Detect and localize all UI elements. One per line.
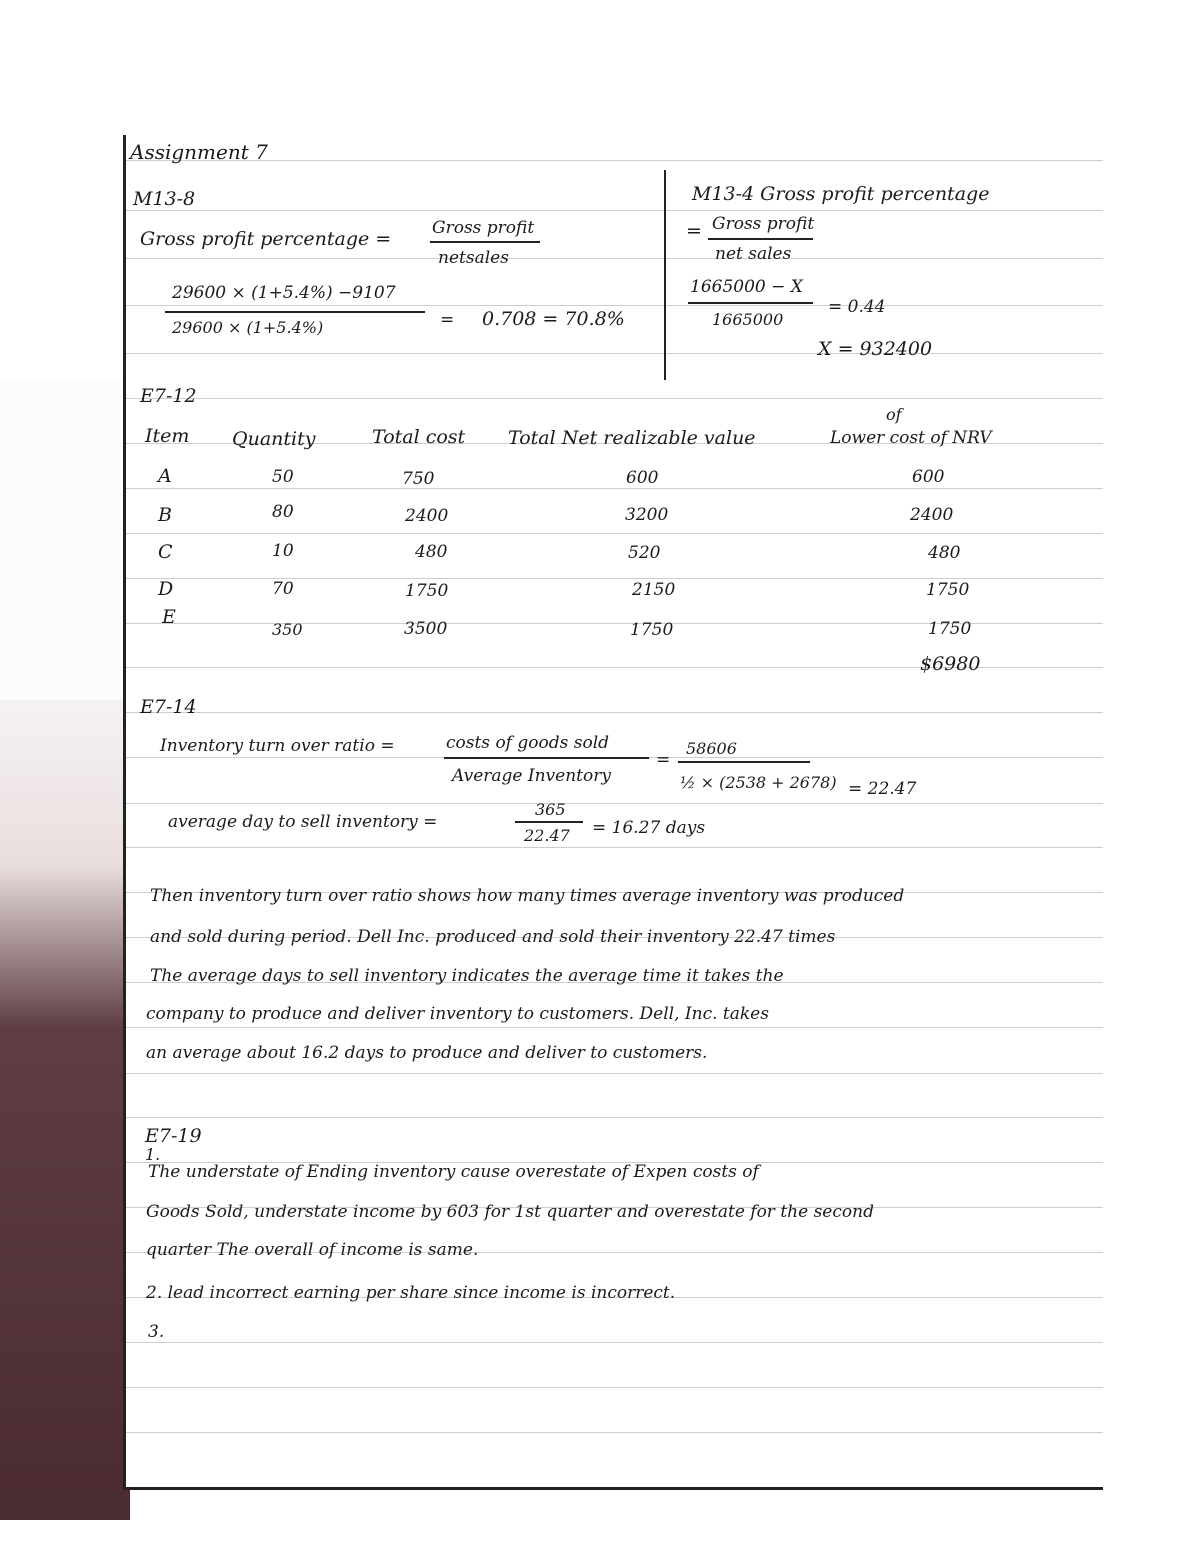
m13-4-fraction-bar: [708, 238, 813, 240]
turnover-ratio-label: Inventory turn over ratio =: [160, 736, 395, 756]
days-to-sell-label: average day to sell inventory =: [168, 812, 438, 832]
m13-8-calc-numerator: 29600 × (1+5.4%) −9107: [172, 283, 396, 303]
table-cell: 1750: [928, 619, 972, 639]
column-divider: [664, 170, 666, 380]
table-cell: 80: [272, 502, 294, 522]
paragraph-line: The average days to sell inventory indicates the average time it takes the: [150, 966, 784, 986]
desk-background: [0, 700, 130, 1520]
table-cell: 350: [272, 620, 303, 639]
turnover-ratio-numerator: costs of goods sold: [446, 733, 610, 753]
table-cell: 1750: [926, 580, 970, 600]
table-cell: A: [158, 465, 172, 487]
e7-19-line: quarter The overall of income is same.: [146, 1240, 479, 1260]
e7-12-heading: E7-12: [140, 385, 197, 407]
e7-19-line: 2. lead incorrect earning per share since income is incorrect.: [146, 1283, 676, 1303]
table-cell: D: [158, 578, 174, 600]
table-cell: 520: [628, 543, 661, 563]
e7-19-line: 1.: [145, 1145, 161, 1164]
paragraph-line: company to produce and deliver inventory to customers. Dell, Inc. takes: [146, 1004, 769, 1024]
m13-8-calc-bar: [165, 311, 425, 313]
table-cell: 50: [272, 467, 294, 487]
m13-4-calc-denominator: 1665000: [712, 310, 784, 329]
m13-8-formula-label: Gross profit percentage =: [140, 228, 392, 250]
table-cell: 600: [912, 467, 945, 487]
m13-4-fraction-numerator: Gross profit: [712, 214, 815, 234]
m13-4-calc-result: = 0.44: [828, 297, 886, 317]
m13-8-fraction-bar: [430, 241, 540, 243]
table-header-net-realizable-value: Total Net realizable value: [508, 427, 756, 449]
m13-8-heading: M13-8: [133, 188, 196, 210]
table-cell: 70: [272, 579, 294, 599]
table-cell: E: [162, 606, 176, 628]
table-cell: 750: [402, 469, 435, 489]
days-to-sell-result: = 16.27 days: [592, 818, 706, 838]
turnover-calc-numerator: 58606: [686, 739, 737, 758]
table-cell: 480: [415, 542, 448, 562]
m13-4-calc-bar: [688, 302, 813, 304]
m13-4-x-result: X = 932400: [818, 338, 933, 360]
table-cell: 1750: [405, 581, 449, 601]
m13-8-calc-denominator: 29600 × (1+5.4%): [172, 318, 324, 337]
table-cell: B: [158, 504, 172, 526]
table-cell: 600: [626, 468, 659, 488]
table-header-total-cost: Total cost: [372, 426, 466, 448]
m13-4-calc-numerator: 1665000 − X: [690, 277, 803, 297]
paragraph-line: and sold during period. Dell Inc. produced and sold their inventory 22.47 times: [150, 927, 836, 947]
m13-4-heading: M13-4 Gross profit percentage: [692, 183, 990, 205]
m13-8-fraction-numerator: Gross profit: [432, 218, 535, 238]
assignment-title: Assignment 7: [130, 140, 268, 164]
paragraph-line: Then inventory turn over ratio shows how many times average inventory was produced: [150, 886, 905, 906]
table-cell: 2400: [910, 505, 954, 525]
table-cell: 2400: [405, 506, 449, 526]
table-cell: 10: [272, 541, 294, 561]
m13-8-calc-equals: =: [440, 310, 455, 330]
days-to-sell-numerator: 365: [535, 800, 566, 819]
turnover-calc-denominator: ½ × (2538 + 2678): [680, 773, 837, 792]
turnover-ratio-result: = 22.47: [848, 779, 917, 799]
table-cell: 2150: [632, 580, 676, 600]
table-cell: 3200: [625, 505, 669, 525]
table-header-quantity: Quantity: [232, 428, 316, 450]
m13-8-fraction-denominator: netsales: [438, 248, 509, 268]
e7-12-of-note: of: [886, 405, 902, 424]
table-cell: C: [158, 541, 173, 563]
table-header-item: Item: [145, 425, 190, 447]
e7-14-heading: E7-14: [140, 696, 197, 718]
days-to-sell-denominator: 22.47: [524, 826, 570, 845]
m13-8-calc-result: 0.708 = 70.8%: [482, 308, 625, 330]
table-cell: 1750: [630, 620, 674, 640]
turnover-ratio-equals: =: [656, 750, 671, 770]
paragraph-line: an average about 16.2 days to produce and deliver to customers.: [146, 1043, 708, 1063]
turnover-ratio-bar: [444, 757, 649, 759]
table-total: $6980: [920, 653, 981, 675]
table-cell: 480: [928, 543, 961, 563]
m13-4-equals: =: [686, 220, 702, 242]
days-to-sell-bar: [515, 821, 583, 823]
e7-19-line: 3.: [148, 1322, 165, 1342]
table-header-lower-cost: Lower cost of NRV: [830, 428, 992, 448]
m13-4-fraction-denominator: net sales: [715, 244, 792, 264]
turnover-ratio-denominator: Average Inventory: [452, 766, 611, 786]
turnover-calc-bar: [678, 761, 810, 763]
e7-19-heading: E7-19: [145, 1125, 202, 1147]
table-cell: 3500: [404, 619, 448, 639]
e7-19-line: Goods Sold, understate income by 603 for 1st quarter and overestate for the second: [146, 1202, 874, 1222]
e7-19-line: The understate of Ending inventory cause overestate of Expen costs of: [148, 1162, 759, 1182]
